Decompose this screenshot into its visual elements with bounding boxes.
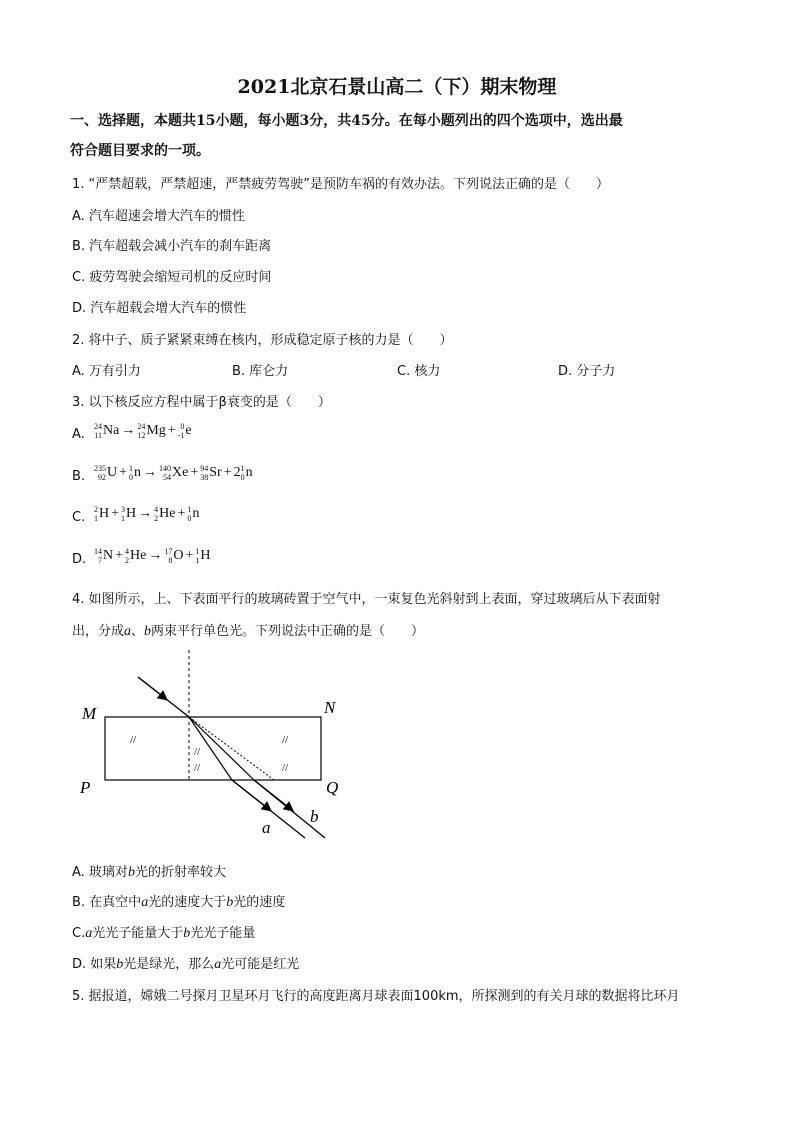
nuclide-helium: 4 2 He [154, 505, 176, 523]
nuclide-oxygen: 17 8 O [164, 547, 184, 565]
nuclide-helium: 4 2 He [125, 547, 147, 565]
q3-option-c-label: C. [72, 510, 86, 525]
label-n: N [324, 698, 336, 717]
label-a: a [262, 818, 271, 837]
glass-slab-figure [70, 645, 350, 845]
q1-option-c: C. 疲劳驾驶会缩短司机的反应时间 [72, 270, 272, 285]
q4-option-d: D. 如果b光是绿光，那么a光可能是红光 [72, 957, 300, 972]
q1-option-a: A. 汽车超速会增大汽车的惯性 [72, 209, 245, 224]
q3-option-b-equation [94, 464, 253, 482]
nuclide-proton: 1 1 H [195, 547, 211, 565]
plus-symbol: + [115, 548, 124, 563]
hatch-mark: // [282, 734, 289, 746]
q2-option-c: C. 核力 [397, 364, 441, 379]
q2-option-b: B. 库仑力 [232, 364, 289, 379]
nuclide-na: 24 11 Na [94, 422, 120, 440]
q2-option-a: A. 万有引力 [72, 364, 141, 379]
hatch-mark: // [282, 762, 289, 774]
glass-slab [105, 717, 321, 780]
plus-symbol: + [177, 506, 186, 521]
nuclide-electron: 0 -1 e [177, 422, 192, 440]
q2-option-d: D. 分子力 [558, 364, 616, 379]
q1-option-b: B. 汽车超载会减小汽车的刹车距离 [72, 239, 272, 254]
q3-option-d-equation [94, 547, 211, 565]
nuclide-neutron: 1 0 n [129, 464, 142, 482]
plus-symbol: + [167, 423, 176, 438]
arrow-symbol: → [138, 506, 153, 521]
page-title: 2021北京石景山高二（下）期末物理 [237, 76, 557, 98]
label-q: Q [326, 778, 339, 797]
q3-option-d-label: D. [72, 552, 87, 567]
arrow-symbol: → [143, 465, 158, 480]
label-p: P [80, 778, 91, 797]
plus-symbol: + [185, 548, 194, 563]
q4-option-b: B. 在真空中a光的速度大于b光的速度 [72, 895, 286, 910]
plus-symbol: + [223, 465, 232, 480]
q4-option-c: C.a光光子能量大于b光光子能量 [72, 926, 256, 941]
emergent-arrow-a [232, 780, 270, 810]
nuclide-neutron: 1 0 n [187, 505, 200, 523]
nuclide-mg: 24 12 Mg [137, 422, 166, 440]
q5-stem: 5. 据报道，嫦娥二号探月卫星环月飞行的高度距离月球表面100km，所探测到的有关月球的数据将比环月 [72, 989, 680, 1004]
label-b: b [310, 807, 319, 826]
incident-arrow [138, 677, 166, 699]
plus-symbol: + [190, 465, 199, 480]
hatch-mark: // [194, 746, 201, 758]
nuclide-neutron: 1 0 n [240, 464, 253, 482]
q1-stem: 1. “严禁超载，严禁超速，严禁疲劳驾驶”是预防车祸的有效办法。下列说法正确的是（ ） [72, 177, 610, 192]
q4-stem-line2: 出，分成a、b两束平行单色光。下列说法中正确的是（ ） [72, 624, 425, 639]
coefficient: 2 [233, 465, 241, 480]
plus-symbol: + [119, 465, 128, 480]
nuclide-nitrogen: 14 7 N [94, 547, 114, 565]
q2-stem: 2. 将中子、质子紧紧束缚在核内，形成稳定原子核的力是（ ） [72, 333, 453, 348]
emergent-arrow-b [254, 780, 292, 810]
plus-symbol: + [111, 506, 120, 521]
extension-line [189, 717, 274, 780]
q4-stem-line1: 4. 如图所示，上、下表面平行的玻璃砖置于空气中，一束复色光斜射到上表面，穿过玻璃后从下表面射 [72, 592, 661, 607]
q3-option-b-label: B. [72, 469, 86, 484]
nuclide-deuterium: 2 1 H [94, 505, 110, 523]
hatch-mark: // [194, 762, 201, 774]
q3-stem: 3. 以下核反应方程中属于β衰变的是（ ） [72, 395, 331, 410]
label-m: M [82, 704, 97, 723]
arrow-symbol: → [148, 548, 163, 563]
q3-option-c-equation [94, 505, 199, 523]
section-heading-line2: 符合题目要求的一项。 [70, 143, 210, 159]
q3-option-a-equation [94, 422, 192, 440]
nuclide-tritium: 3 1 H [121, 505, 137, 523]
arrow-symbol: → [121, 423, 136, 438]
q3-option-a-label: A. [72, 427, 85, 442]
nuclide-u: 235 92 U [94, 464, 118, 482]
q1-option-d: D. 汽车超载会增大汽车的惯性 [72, 301, 247, 316]
q4-option-a: A. 玻璃对b光的折射率较大 [72, 865, 226, 880]
hatch-mark: // [130, 734, 137, 746]
nuclide-sr: 94 38 Sr [200, 464, 222, 482]
section-heading-line1: 一、选择题，本题共15小题，每小题3分，共45分。在每小题列出的四个选项中，选出最 [70, 113, 623, 129]
nuclide-xe: 140 54 Xe [159, 464, 189, 482]
